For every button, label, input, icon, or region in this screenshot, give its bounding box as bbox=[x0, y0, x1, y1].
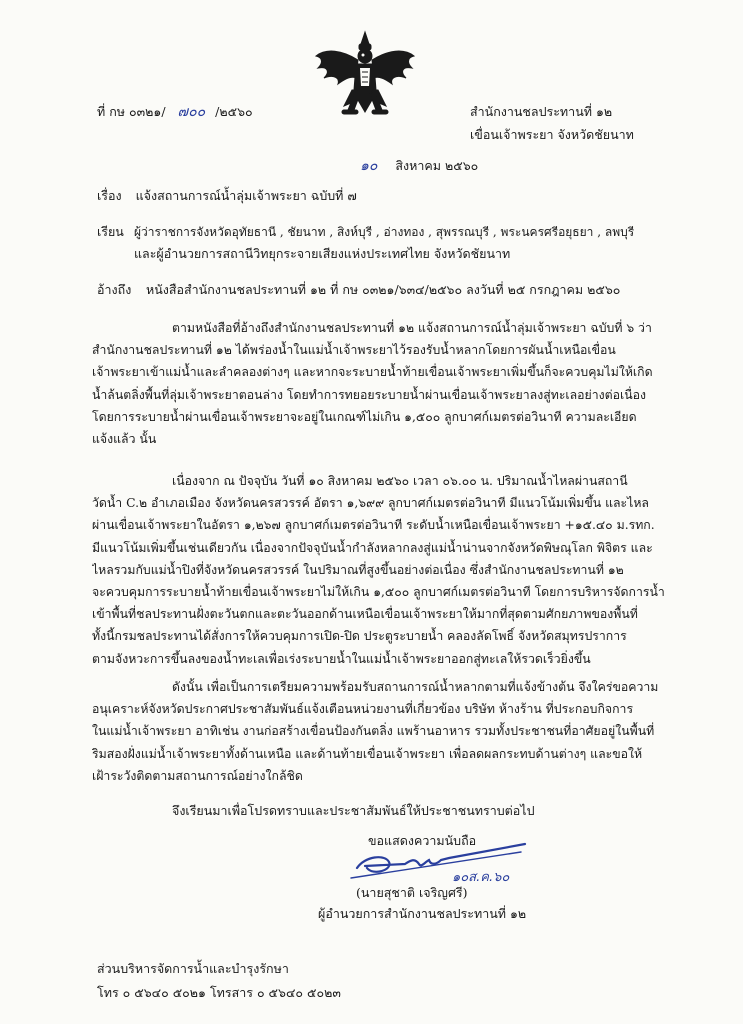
doc-number-prefix: ที่ กษ ๐๓๒๑/ bbox=[97, 104, 166, 119]
para3-line: ในแม่น้ำเจ้าพระยา อาทิเช่น งานก่อสร้างเขื่อนป้องกันตลิ่ง แพร้านอาหาร รวมทั้งประชาชนที่อาศัยอยู่ในพื้นที่ bbox=[92, 724, 655, 739]
para1-line: น้ำล้นตลิ่งพื้นที่ลุ่มเจ้าพระยาตอนล่าง โดยทำการทยอยระบายน้ำผ่านเขื่อนเจ้าพระยาลงสู่ทะเลอย่างต่อเนื่อง bbox=[92, 387, 647, 402]
para1-line: ตามหนังสือที่อ้างถึงสำนักงานชลประทานที่ ๑๒ แจ้งสถานการณ์น้ำลุ่มเจ้าพระยา ฉบับที่ ๖ ว่า bbox=[172, 321, 652, 335]
para3-line: เฝ้าระวังติดตามสถานการณ์อย่างใกล้ชิด bbox=[92, 768, 303, 783]
doc-number bbox=[97, 104, 253, 120]
office-name: สำนักงานชลประทานที่ ๑๒ bbox=[470, 104, 613, 119]
para2-line: เนื่องจาก ณ ปัจจุบัน วันที่ ๑๐ สิงหาคม ๒๕๖๐ เวลา ๐๖.๐๐ น. ปริมาณน้ำไหลผ่านสถานี bbox=[172, 474, 628, 488]
para1-line: เจ้าพระยาเข้าแม่น้ำและลำคลองต่างๆ และหากจะระบายน้ำท้ายเขื่อนเจ้าพระยาเพิ่มขึ้นก็จะควบคุมไม่ให้เกิด bbox=[92, 365, 653, 380]
office-location: เขื่อนเจ้าพระยา จังหวัดชัยนาท bbox=[470, 127, 634, 142]
letter-date bbox=[360, 158, 478, 174]
subject-text: แจ้งสถานการณ์น้ำลุ่มเจ้าพระยา ฉบับที่ ๗ bbox=[135, 188, 357, 203]
closing-request: จึงเรียนมาเพื่อโปรดทราบและประชาสัมพันธ์ให้ประชาชนทราบต่อไป bbox=[172, 803, 535, 818]
garuda-emblem-icon bbox=[312, 30, 418, 122]
para2-line: วัดน้ำ C.๒ อำเภอเมือง จังหวัดนครสวรรค์ อัตรา ๑,๖๙๙ ลูกบาศก์เมตรต่อวินาที มีแนวโน้มเพิ่มขึ้น และไหล bbox=[92, 496, 649, 511]
para1-line: แจ้งแล้ว นั้น bbox=[92, 432, 157, 447]
para2-line: จะควบคุมการระบายน้ำท้ายเขื่อนเจ้าพระยาไม่ให้เกิน ๑,๕๐๐ ลูกบาศก์เมตรต่อวินาที โดยการบริหารจัดการน้ำ bbox=[92, 585, 665, 600]
reference-label: อ้างถึง bbox=[97, 282, 132, 297]
para1-line: โดยการระบายน้ำผ่านเขื่อนเจ้าพระยาจะอยู่ในเกณฑ์ไม่เกิน ๑,๕๐๐ ลูกบาศก์เมตรต่อวินาที ความละเอียด bbox=[92, 409, 637, 424]
para2-line: มีแนวโน้มเพิ่มขึ้นเช่นเดียวกัน เนื่องจากปัจจุบันน้ำกำลังหลากลงสู่แม่น้ำน่านจากจังหวัดพิษณุโลก พิจิตร และ bbox=[92, 540, 653, 555]
para2-line: ทั้งนี้กรมชลประทานได้สั่งการให้ควบคุมการเปิด-ปิด ประตูระบายน้ำ คลองลัดโพธิ์ จังหวัดสมุทรปราการ bbox=[92, 629, 627, 644]
para1-line: สำนักงานชลประทานที่ ๑๒ ได้พร่องน้ำในแม่น้ำเจ้าพระยาไว้รองรับน้ำหลากโดยการผันน้ำเหนือเขื่อน bbox=[92, 343, 616, 358]
addressee-label: เรียน bbox=[97, 224, 124, 239]
body-paragraph-2 bbox=[92, 470, 670, 670]
footer-department: ส่วนบริหารจัดการน้ำและบำรุงรักษา bbox=[97, 961, 289, 976]
para3-line: ริมสองฝั่งแม่น้ำเจ้าพระยาทั้งด้านเหนือ และด้านท้ายเขื่อนเจ้าพระยา เพื่อลดผลกระทบด้านต่างๆ และขอให้ bbox=[92, 746, 643, 761]
date-month-year: สิงหาคม ๒๕๖๐ bbox=[395, 158, 479, 173]
para2-line: ไหลรวมกับแม่น้ำปิงที่จังหวัดนครสวรรค์ ในปริมาณที่สูงขึ้นอย่างต่อเนื่อง ซึ่งสำนักงานชลประทานที่ ๑๒ bbox=[92, 562, 624, 577]
para3-line: อนุเคราะห์จังหวัดประกาศประชาสัมพันธ์แจ้งเตือนหน่วยงานที่เกี่ยวข้อง บริษัท ห้างร้าน ที่ประกอบกิจการ bbox=[92, 702, 634, 717]
para3-line: ดังนั้น เพื่อเป็นการเตรียมความพร้อมรับสถานการณ์น้ำหลากตามที่แจ้งข้างต้น จึงใคร่ขอความ bbox=[172, 680, 659, 694]
addressee-line-2: และผู้อำนวยการสถานีวิทยุกระจายเสียงแห่งประเทศไทย จังหวัดชัยนาท bbox=[134, 246, 511, 261]
para2-line: ผ่านเขื่อนเจ้าพระยาในอัตรา ๑,๒๖๗ ลูกบาศก์เมตรต่อวินาที ระดับน้ำเหนือเขื่อนเจ้าพระยา +๑๕.๔๐ ม.รทก. bbox=[92, 518, 655, 533]
doc-number-handwritten: ๗๐๐ bbox=[177, 104, 206, 120]
signer-name: (นายสุชาติ เจริญศรี) bbox=[356, 885, 468, 900]
doc-number-suffix: /๒๕๖๐ bbox=[215, 104, 253, 119]
date-day-handwritten: ๑๐ bbox=[360, 158, 378, 174]
signer-position: ผู้อำนวยการสำนักงานชลประทานที่ ๑๒ bbox=[318, 906, 527, 921]
addressee-line-1: ผู้ว่าราชการจังหวัดอุทัยธานี , ชัยนาท , สิงห์บุรี , อ่างทอง , สุพรรณบุรี , พระนครศรีอยุธยา , ลพบุรี bbox=[134, 225, 635, 239]
para2-line: เข้าพื้นที่ชลประทานฝั่งตะวันตกและตะวันออกด้านเหนือเขื่อนเจ้าพระยาให้มากที่สุดตามศักยภาพของพื้นที่ bbox=[92, 607, 638, 622]
subject-line bbox=[97, 188, 357, 204]
reference-text: หนังสือสำนักงานชลประทานที่ ๑๒ ที่ กษ ๐๓๒๑/๖๓๔/๒๕๖๐ ลงวันที่ ๒๕ กรกฎาคม ๒๕๖๐ bbox=[146, 282, 621, 297]
closing-phrase: ขอแสดงความนับถือ bbox=[368, 833, 477, 848]
footer-phone: โทร ๐ ๕๖๔๐ ๕๐๒๑ โทรสาร ๐ ๕๖๔๐ ๕๐๒๓ bbox=[97, 985, 341, 1000]
body-paragraph-3 bbox=[92, 676, 670, 787]
para2-line: ตามจังหวะการขึ้นลงของน้ำทะเลเพื่อเร่งระบายน้ำในแม่น้ำเจ้าพระยาออกสู่ทะเลให้รวดเร็วยิ่งขึ้น bbox=[92, 651, 591, 666]
body-paragraph-1 bbox=[92, 317, 670, 450]
subject-label: เรื่อง bbox=[97, 188, 122, 203]
signature-date-handwritten: ๑๐ส.ค.๖๐ bbox=[452, 870, 510, 885]
